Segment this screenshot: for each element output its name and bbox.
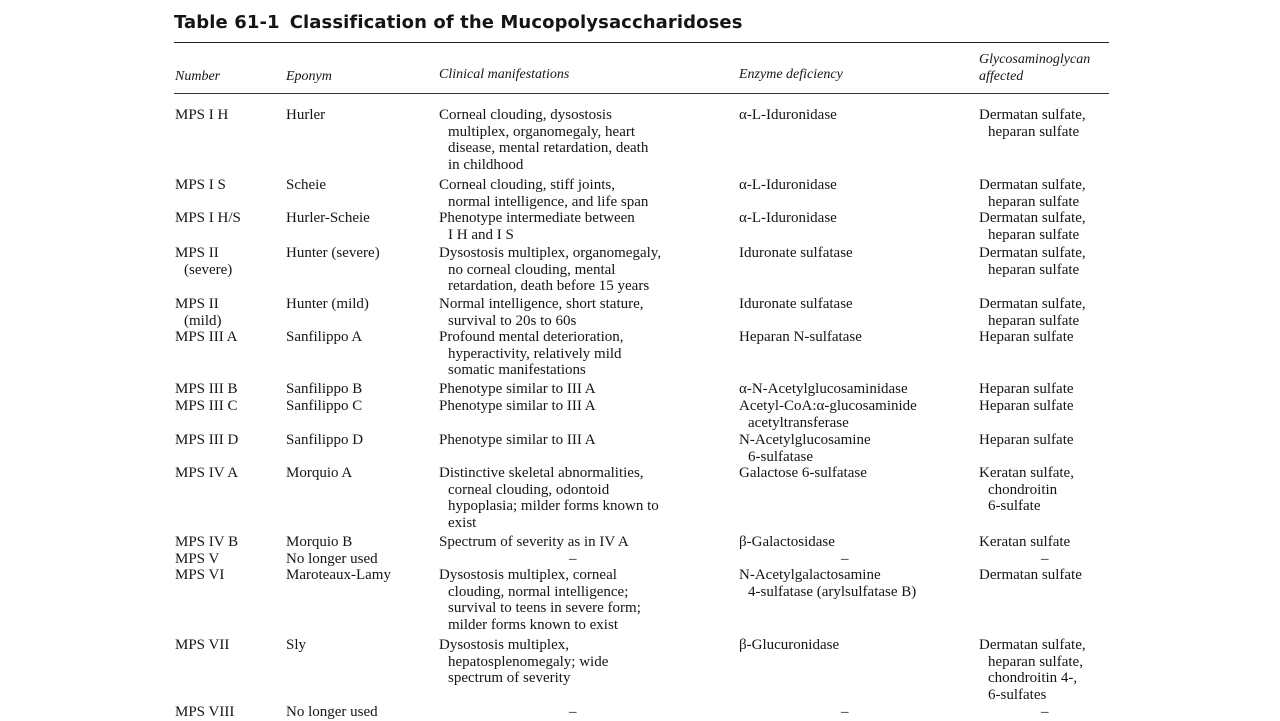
gag-cell-line: Heparan sulfate <box>979 381 1074 397</box>
clinical-cell-line: multiplex, organomegaly, heart <box>448 123 636 140</box>
clinical-cell-line: clouding, normal intelligence; <box>448 583 629 600</box>
eponym-cell <box>286 177 436 194</box>
header-gag-line2: affected <box>979 69 1024 84</box>
number-cell <box>175 567 283 584</box>
clinical-cell <box>439 465 729 531</box>
eponym-cell-line: Hunter (mild) <box>286 296 369 312</box>
clinical-cell-line: disease, mental retardation, death <box>448 140 649 156</box>
gag-cell-line: 6-sulfate <box>988 498 1041 514</box>
clinical-cell-line: Corneal clouding, stiff joints, <box>439 177 615 193</box>
enzyme-cell <box>739 177 979 194</box>
gag-cell <box>979 704 1110 721</box>
clinical-cell-line: I H and I S <box>448 226 514 243</box>
number-cell-line: MPS II <box>175 245 219 261</box>
gag-cell-line: heparan sulfate <box>988 226 1080 243</box>
eponym-cell-line: Hurler-Scheie <box>286 210 370 226</box>
eponym-cell-line: Morquio B <box>286 534 353 550</box>
eponym-cell <box>286 296 436 313</box>
enzyme-cell-line: Heparan N-sulfatase <box>739 329 862 345</box>
enzyme-cell <box>739 210 979 227</box>
enzyme-cell <box>739 296 979 313</box>
clinical-cell-line: – <box>569 551 577 567</box>
clinical-cell-line: hyperactivity, relatively mild <box>448 345 622 362</box>
number-cell-line: MPS I H <box>175 107 229 123</box>
enzyme-cell-line: α-N-Acetylglucosaminidase <box>739 381 908 397</box>
enzyme-cell-line: β-Galactosidase <box>739 534 835 550</box>
number-cell <box>175 296 283 329</box>
gag-cell-line: heparan sulfate <box>988 261 1080 278</box>
number-cell-line: (severe) <box>184 261 233 278</box>
number-cell <box>175 107 283 124</box>
clinical-cell <box>439 329 729 379</box>
number-cell <box>175 177 283 194</box>
eponym-cell <box>286 381 436 398</box>
eponym-cell-line: Sanfilippo A <box>286 329 363 345</box>
clinical-cell <box>439 551 729 568</box>
eponym-cell <box>286 551 436 568</box>
table-caption: Classification of the Mucopolysaccharidoses <box>289 12 743 33</box>
clinical-cell-line: spectrum of severity <box>448 670 571 686</box>
number-cell-line: MPS III B <box>175 381 238 397</box>
gag-cell <box>979 177 1110 210</box>
clinical-cell-line: Normal intelligence, short stature, <box>439 296 644 312</box>
clinical-cell-line: hepatosplenomegaly; wide <box>448 653 609 670</box>
number-cell <box>175 329 283 346</box>
eponym-cell-line: Morquio A <box>286 465 353 481</box>
gag-cell-line: – <box>1041 704 1049 720</box>
enzyme-cell-line: N-Acetylglucosamine <box>739 432 871 448</box>
clinical-cell-line: no corneal clouding, mental <box>448 261 616 278</box>
gag-cell-line: Dermatan sulfate, <box>979 177 1086 193</box>
clinical-cell-line: Dysostosis multiplex, <box>439 637 570 653</box>
clinical-cell-line: Phenotype similar to III A <box>439 381 596 397</box>
enzyme-cell <box>739 465 979 482</box>
gag-cell <box>979 210 1110 243</box>
eponym-cell-line: No longer used <box>286 704 378 720</box>
gag-cell-line: Heparan sulfate <box>979 329 1074 345</box>
gag-cell-line: chondroitin <box>988 481 1058 498</box>
enzyme-cell <box>739 381 979 398</box>
table-number: Table 61-1 <box>174 12 280 33</box>
number-cell-line: MPS IV A <box>175 465 239 481</box>
number-cell <box>175 465 283 482</box>
clinical-cell <box>439 210 729 243</box>
eponym-cell-line: Sanfilippo D <box>286 432 364 448</box>
gag-cell <box>979 551 1110 568</box>
gag-cell <box>979 107 1110 140</box>
enzyme-cell <box>739 704 979 721</box>
table-body <box>174 8 1110 720</box>
clinical-cell-line: exist <box>448 514 477 531</box>
enzyme-cell-line: Iduronate sulfatase <box>739 296 853 312</box>
enzyme-cell <box>739 107 979 124</box>
header-clinical: Clinical manifestations <box>439 67 570 82</box>
eponym-cell <box>286 398 436 415</box>
header-gag-line1: Glycosaminoglycan <box>979 52 1091 67</box>
clinical-cell-line: in childhood <box>448 156 524 173</box>
clinical-cell <box>439 381 729 398</box>
clinical-cell <box>439 177 729 210</box>
clinical-cell-line: normal intelligence, and life span <box>448 193 649 210</box>
gag-cell-line: heparan sulfate <box>988 312 1080 329</box>
header-eponym: Eponym <box>286 69 332 84</box>
clinical-cell <box>439 704 729 721</box>
eponym-cell <box>286 704 436 721</box>
clinical-cell-line: Corneal clouding, dysostosis <box>439 107 612 123</box>
eponym-cell-line: Sanfilippo B <box>286 381 363 397</box>
number-cell-line: MPS VI <box>175 567 225 583</box>
eponym-cell <box>286 107 436 124</box>
enzyme-cell <box>739 551 979 568</box>
enzyme-cell-line: α-L-Iduronidase <box>739 177 837 193</box>
gag-cell <box>979 381 1110 398</box>
eponym-cell <box>286 245 436 262</box>
enzyme-cell-line: – <box>841 704 849 720</box>
enzyme-cell <box>739 398 979 431</box>
gag-cell-line: heparan sulfate <box>988 123 1080 140</box>
enzyme-cell-line: Galactose 6-sulfatase <box>739 465 867 481</box>
gag-cell-line: Dermatan sulfate, <box>979 296 1086 312</box>
enzyme-cell-line: 6-sulfatase <box>748 448 813 465</box>
gag-cell <box>979 432 1110 449</box>
eponym-cell-line: Sly <box>286 637 307 653</box>
clinical-cell <box>439 567 729 633</box>
number-cell-line: MPS III D <box>175 432 239 448</box>
clinical-cell-line: Phenotype similar to III A <box>439 432 596 448</box>
eponym-cell-line: Sanfilippo C <box>286 398 363 414</box>
number-cell-line: MPS VIII <box>175 704 235 720</box>
gag-cell-line: Heparan sulfate <box>979 398 1074 414</box>
enzyme-cell-line: 4-sulfatase (arylsulfatase B) <box>748 583 917 600</box>
eponym-cell-line: Maroteaux-Lamy <box>286 567 391 583</box>
clinical-cell-line: hypoplasia; milder forms known to <box>448 498 659 514</box>
gag-cell-line: chondroitin 4-, <box>988 670 1078 686</box>
clinical-cell <box>439 296 729 329</box>
enzyme-cell <box>739 329 979 346</box>
clinical-cell-line: Phenotype intermediate between <box>439 210 635 226</box>
gag-cell-line: – <box>1041 551 1049 567</box>
number-cell-line: (mild) <box>184 312 222 329</box>
number-cell <box>175 210 283 227</box>
gag-cell-line: Dermatan sulfate, <box>979 210 1086 226</box>
header-enzyme: Enzyme deficiency <box>739 67 843 82</box>
gag-cell <box>979 637 1110 703</box>
clinical-cell <box>439 245 729 295</box>
eponym-cell <box>286 210 436 227</box>
eponym-cell-line: Hurler <box>286 107 326 123</box>
clinical-cell-line: retardation, death before 15 years <box>448 278 650 294</box>
gag-cell-line: heparan sulfate, <box>988 653 1083 670</box>
number-cell <box>175 704 283 721</box>
enzyme-cell-line: – <box>841 551 849 567</box>
gag-cell-line: 6-sulfates <box>988 686 1047 703</box>
clinical-cell <box>439 534 729 551</box>
clinical-cell-line: Dysostosis multiplex, organomegaly, <box>439 245 662 261</box>
eponym-cell <box>286 637 436 654</box>
gag-cell-line: Dermatan sulfate, <box>979 107 1086 123</box>
number-cell-line: MPS IV B <box>175 534 239 550</box>
eponym-cell-line: Hunter (severe) <box>286 245 380 261</box>
enzyme-cell <box>739 637 979 654</box>
gag-cell-line: Dermatan sulfate, <box>979 637 1086 653</box>
eponym-cell <box>286 567 436 584</box>
gag-cell <box>979 465 1110 515</box>
clinical-cell-line: Dysostosis multiplex, corneal <box>439 567 617 583</box>
eponym-cell <box>286 329 436 346</box>
clinical-cell-line: corneal clouding, odontoid <box>448 481 610 498</box>
number-cell <box>175 432 283 449</box>
enzyme-cell <box>739 432 979 465</box>
clinical-cell <box>439 107 729 173</box>
number-cell-line: MPS I H/S <box>175 210 241 226</box>
clinical-cell-line: milder forms known to exist <box>448 616 618 633</box>
clinical-cell-line: Spectrum of severity as in IV A <box>439 534 629 550</box>
enzyme-cell-line: α-L-Iduronidase <box>739 210 837 226</box>
eponym-cell <box>286 432 436 449</box>
enzyme-cell-line: N-Acetylgalactosamine <box>739 567 881 583</box>
enzyme-cell <box>739 567 979 600</box>
gag-cell <box>979 567 1110 584</box>
clinical-cell <box>439 637 729 687</box>
number-cell-line: MPS III C <box>175 398 238 414</box>
clinical-cell-line: somatic manifestations <box>448 362 586 378</box>
eponym-cell-line: Scheie <box>286 177 326 193</box>
document-page <box>174 8 1110 720</box>
gag-cell-line: Dermatan sulfate <box>979 567 1082 583</box>
gag-cell-line: Keratan sulfate, <box>979 465 1074 481</box>
gag-cell-line: Heparan sulfate <box>979 432 1074 448</box>
enzyme-cell <box>739 245 979 262</box>
enzyme-cell-line: acetyltransferase <box>748 414 849 431</box>
number-cell-line: MPS V <box>175 551 220 567</box>
gag-cell <box>979 329 1110 346</box>
header-number: Number <box>175 69 221 84</box>
gag-cell-line: heparan sulfate <box>988 193 1080 210</box>
gag-cell <box>979 534 1110 551</box>
number-cell-line: MPS VII <box>175 637 230 653</box>
clinical-cell-line: survival to teens in severe form; <box>448 600 641 616</box>
number-cell <box>175 245 283 278</box>
number-cell-line: MPS II <box>175 296 219 312</box>
gag-cell <box>979 296 1110 329</box>
gag-cell <box>979 398 1110 415</box>
clinical-cell-line: survival to 20s to 60s <box>448 312 577 329</box>
number-cell-line: MPS III A <box>175 329 238 345</box>
eponym-cell <box>286 465 436 482</box>
number-cell <box>175 551 283 568</box>
enzyme-cell-line: β-Glucuronidase <box>739 637 840 653</box>
clinical-cell <box>439 398 729 415</box>
number-cell <box>175 637 283 654</box>
enzyme-cell <box>739 534 979 551</box>
gag-cell <box>979 245 1110 278</box>
enzyme-cell-line: α-L-Iduronidase <box>739 107 837 123</box>
gag-cell-line: Dermatan sulfate, <box>979 245 1086 261</box>
clinical-cell-line: – <box>569 704 577 720</box>
number-cell <box>175 534 283 551</box>
enzyme-cell-line: Iduronate sulfatase <box>739 245 853 261</box>
number-cell <box>175 381 283 398</box>
clinical-cell-line: Profound mental deterioration, <box>439 329 624 345</box>
number-cell-line: MPS I S <box>175 177 226 193</box>
enzyme-cell-line: Acetyl-CoA:α-glucosaminide <box>739 398 917 414</box>
clinical-cell-line: Phenotype similar to III A <box>439 398 596 414</box>
gag-cell-line: Keratan sulfate <box>979 534 1071 550</box>
clinical-cell <box>439 432 729 449</box>
eponym-cell <box>286 534 436 551</box>
number-cell <box>175 398 283 415</box>
clinical-cell-line: Distinctive skeletal abnormalities, <box>439 465 644 481</box>
eponym-cell-line: No longer used <box>286 551 378 567</box>
